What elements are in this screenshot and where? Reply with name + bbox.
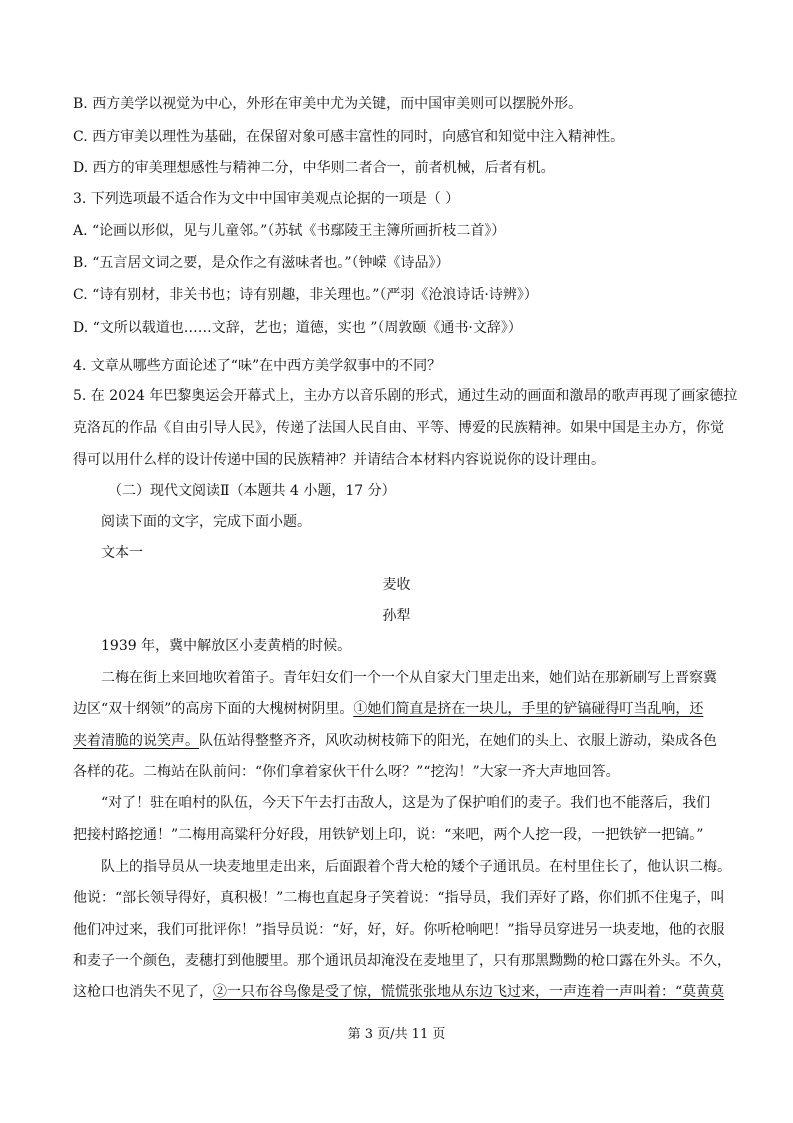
story-p2-line-4: 各样的花。二梅站在队前问：“你们拿着家伙干什么呀？”“挖沟！”大家一齐大声地回答。 (73, 764, 620, 780)
story-p2-line-2 (73, 699, 703, 719)
story-author: 孙犁 (382, 608, 411, 624)
story-p4-line-1: 队上的指导员从一块麦地里走出来，后面跟着个背大枪的矮个子通讯员。在村里住长了，他认识二梅。 (101, 859, 731, 875)
option-b-q2: B. 西方美学以视觉为中心，外形在审美中尤为关键，而中国审美则可以摆脱外形。 (73, 96, 583, 112)
question-5-line-1: 5. 在 2024 年巴黎奥运会开幕式上，主办方以音乐剧的形式，通过生动的画面和激昂的歌声再现了画家德拉 (73, 388, 738, 404)
question-5-line-2: 克洛瓦的作品《自由引导人民》，传递了法国人民自由、平等、博爱的民族精神。如果中国是主办方，你觉 (73, 420, 724, 436)
story-p4-line-5-plain: 这枪口也消失不见了， (73, 984, 213, 1000)
section-heading: （二）现代文阅读Ⅱ（本题共 4 小题，17 分） (108, 483, 396, 499)
question-4: 4. 文章从哪些方面论述了“味”在中西方美学叙事中的不同？ (73, 358, 442, 374)
option-b-q3: B. “五言居文词之要，是众作之有滋味者也。”（钟嵘《诗品》） (73, 255, 450, 271)
underlined-sentence-1-part-1: ①她们简直是挤在一块儿，手里的铲镐碰得叮当乱响，还 (353, 701, 704, 717)
question-5-line-3: 得可以用什么样的设计传递中国的民族精神？并请结合本材料内容说说你的设计理由。 (73, 452, 605, 468)
story-p4-line-4: 和麦子一个颜色，麦穗打到他腰里。那个通讯员却淹没在麦地里了，只有那黑黝黝的枪口露在外头。不久， (73, 953, 731, 969)
story-p2-line-1: 二梅在街上来回地吹着笛子。青年妇女们一个一个从自家大门里走出来，她们站在那新刷写上晋察冀 (101, 670, 717, 686)
story-p4-line-3: 他们冲过来，我们可批评你！”指导员说：“好，好，好。你听枪响吧！”指导员穿进另一块麦地，他的衣服 (73, 922, 725, 938)
story-p2-line-3-plain: 队伍站得整整齐齐，风吹动树枝筛下的阳光，在她们的头上、衣服上游动，染成各色 (199, 733, 717, 749)
story-p4-line-5 (73, 982, 724, 1002)
text-one-label: 文本一 (101, 545, 143, 561)
section-instruction: 阅读下面的文字，完成下面小题。 (101, 514, 311, 530)
story-p4-line-2: 他说：“部长领导得好，真积极！”二梅也直起身子笑着说：“指导员，我们弄好了路，你们抓不住鬼子，叫 (73, 890, 725, 906)
option-a-q3: A. “论画以形似，见与儿童邻。”（苏轼《书鄢陵王主簿所画折枝二首》） (73, 223, 506, 239)
question-3: 3. 下列选项最不适合作为文中中国审美观点论据的一项是（ ） (73, 191, 460, 207)
option-d-q2: D. 西方的审美理想感性与精神二分，中华则二者合一，前者机械，后者有机。 (73, 160, 555, 176)
page-number: 第 3 页/共 11 页 (347, 1027, 446, 1042)
story-p1: 1939 年，冀中解放区小麦黄梢的时候。 (101, 638, 352, 654)
story-p2-line-2-plain: 边区“双十纲领”的高房下面的大槐树树阴里。 (73, 701, 354, 717)
story-p3-line-2: 把接村路挖通！”二梅用高粱秆分好段，用铁铲划上印，说：“来吧，两个人挖一段，一把铁铲一把镐。” (73, 827, 704, 843)
story-p2-line-3 (73, 731, 717, 751)
option-d-q3: D. “文所以载道也……文辞，艺也；道德，实也 ”（周敦颐《通书·文辞》） (73, 320, 522, 336)
story-p3-line-1: “对了！驻在咱村的队伍，今天下午去打击敌人，这是为了保护咱们的麦子。我们也不能落后，我们 (101, 795, 711, 811)
option-c-q3: C. “诗有别材，非关书也；诗有别趣，非关理也。”（严羽《沧浪诗话·诗辨》） (73, 287, 538, 303)
underlined-sentence-2: ②一只布谷鸟像是受了惊，慌慌张张地从东边飞过来，一声连着一声叫着：“莫黄莫 (213, 984, 725, 1000)
option-c-q2: C. 西方审美以理性为基础，在保留对象可感丰富性的同时，向感官和知觉中注入精神性。 (73, 129, 625, 145)
underlined-sentence-1-part-2: 夹着清脆的说笑声。 (73, 733, 199, 749)
story-title: 麦收 (382, 577, 411, 593)
